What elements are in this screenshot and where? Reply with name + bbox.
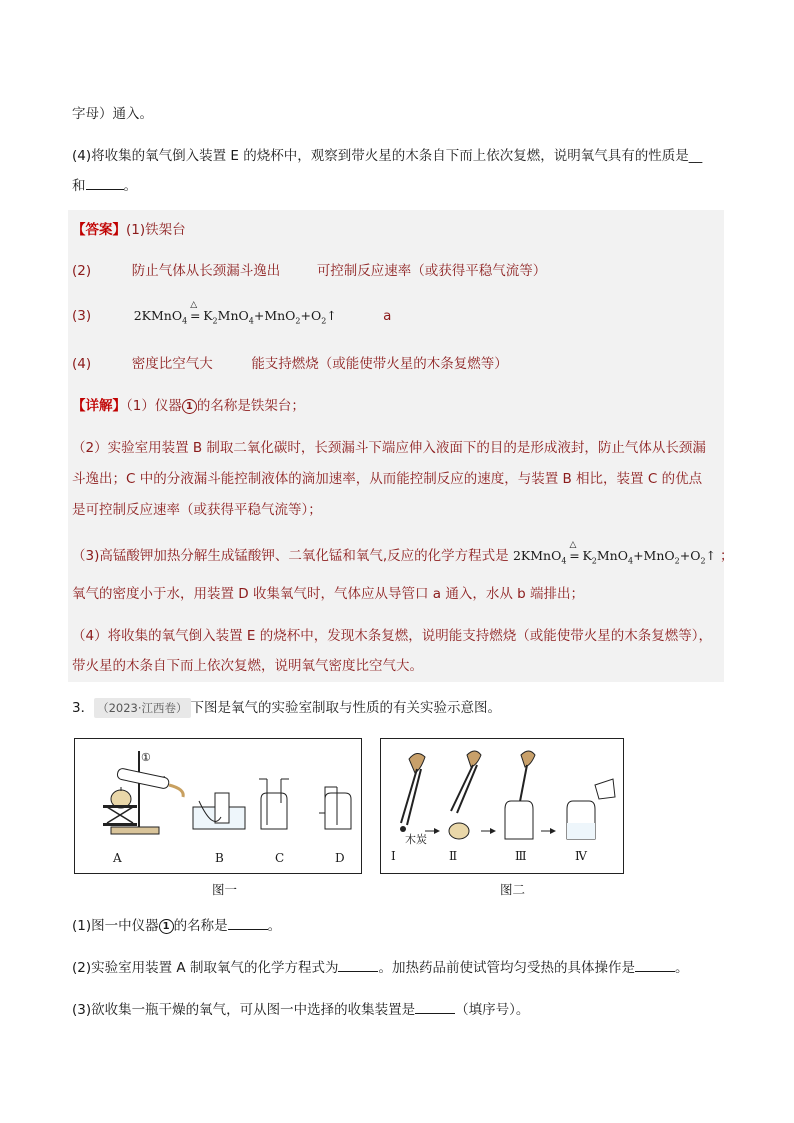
figure-1-apparatus (74, 738, 362, 874)
chemical-equation-detail: 2KMnO$_4$ △ = $K_2MnO_4+MnO_2+O_2↑$ (512, 540, 717, 566)
figure-2-charcoal-experiment (380, 738, 624, 874)
figure-1-caption: 图一 (212, 882, 238, 897)
question-4-line-2 (72, 176, 137, 196)
detail-2-line-3: 是可控制反应速率（或获得平稳气流等）； (72, 502, 322, 518)
fig1-marker: ① (141, 751, 151, 764)
answer-4-part-1: 密度比空气大 (131, 356, 213, 372)
answer-blank (86, 189, 124, 190)
circled-number: 1 (159, 919, 174, 934)
fig1-label-a: A (113, 851, 122, 865)
fig1-label-d: D (335, 851, 345, 865)
answer-tag: 【答案】 (72, 222, 126, 238)
detail-2-line-2: 斗逸出；C 中的分液漏斗能控制液体的滴加速率，从而能控制反应的速度，与装置 B 相比，装置 C 的优点 (72, 471, 703, 487)
detail-3-line-2: 氧气的密度小于水，用装置 D 收集氧气时，气体应从导管口 a 通入，水从 b 端排出； (72, 586, 584, 602)
answer-blank (635, 971, 675, 972)
figure-2-caption: 图二 (500, 882, 526, 897)
answer-4-part-2: 能支持燃烧（或能使带火星的木条复燃等） (251, 356, 508, 372)
source-tag: （2023·江西卷） (94, 698, 190, 718)
question-3-sub-1: (1)图一中仪器 1 的名称是 。 (72, 918, 282, 934)
answer-blank (228, 929, 268, 930)
text-and: 和 (72, 178, 86, 194)
answer-3-option: a (383, 308, 392, 324)
question-3-sub-3: (3)欲收集一瓶干燥的氧气，可从图一中选择的收集装置是 （填序号）。 (72, 1002, 530, 1018)
answer-blank (338, 971, 378, 972)
circled-number: 1 (182, 399, 197, 414)
detail-4-line-2: 带火星的木条自下而上依次复燃，说明氧气密度比空气大。 (72, 658, 423, 674)
answer-2-number: (2) (72, 263, 92, 279)
text-period: 。 (123, 178, 137, 194)
answer-2-part-1: 防止气体从长颈漏斗逸出 (131, 263, 281, 279)
fig1-label-c: C (275, 851, 285, 865)
answer-line-1 (72, 220, 186, 240)
answer-blank (415, 1013, 455, 1014)
detail-tag: 【详解】 (72, 398, 126, 414)
question-text-line: 字母）通入。 (72, 106, 153, 122)
detail-line-1: 【详解】（1）仪器 1 的名称是铁架台； (72, 398, 305, 414)
question-4-line: (4)将收集的氧气倒入装置 E 的烧杯中，观察到带火星的木条自下而上依次复燃，说明氧气具有的性质是__ (72, 148, 703, 164)
delta-arrow: △ = (189, 300, 201, 323)
fig1-label-b: B (215, 851, 224, 865)
answer-1: (1)铁架台 (126, 222, 186, 238)
answer-3-number: (3) (72, 308, 92, 324)
question-number: 3． (72, 700, 95, 716)
question-3-sub-2: (2)实验室用装置 A 制取氧气的化学方程式为 。加热药品前使试管均匀受热的具体操作是 。 (72, 960, 689, 976)
fig2-label-4: Ⅳ (575, 849, 587, 863)
fig2-label-3: Ⅲ (515, 849, 527, 863)
detail-4-line-1: （4）将收集的氧气倒入装置 E 的烧杯中，发现木条复燃，说明能支持燃烧（或能使带火星的木条复燃等）， (72, 628, 712, 644)
answer-4-number: (4) (72, 356, 92, 372)
question-3-stem: 3． （2023·江西卷） 下图是氧气的实验室制取与性质的有关实验示意图。 (72, 700, 502, 716)
answer-line-3 (72, 300, 392, 332)
charcoal-label: 木炭 (405, 833, 427, 846)
answer-line-2 (72, 261, 546, 281)
chemical-equation: 2KMnO$_4$ △ = $K_2MnO_4+MnO_2+O_2↑$ (133, 300, 337, 326)
fig2-label-2: Ⅱ (449, 849, 458, 863)
fig2-label-1: Ⅰ (391, 849, 396, 863)
detail-3-line-1: （3)高锰酸钾加热分解生成锰酸钾、二氧化锰和氧气,反应的化学方程式是 2KMnO$_4$ △ = $K_2MnO_4+MnO_2+O_2↑$ ； (72, 540, 734, 566)
answer-line-4 (72, 354, 508, 374)
answer-2-part-2: 可控制反应速率（或获得平稳气流等） (316, 263, 547, 279)
detail-2-line-1: （2）实验室用装置 B 制取二氧化碳时，长颈漏斗下端应伸入液面下的目的是形成液封，防止气体从长颈漏 (72, 440, 706, 456)
